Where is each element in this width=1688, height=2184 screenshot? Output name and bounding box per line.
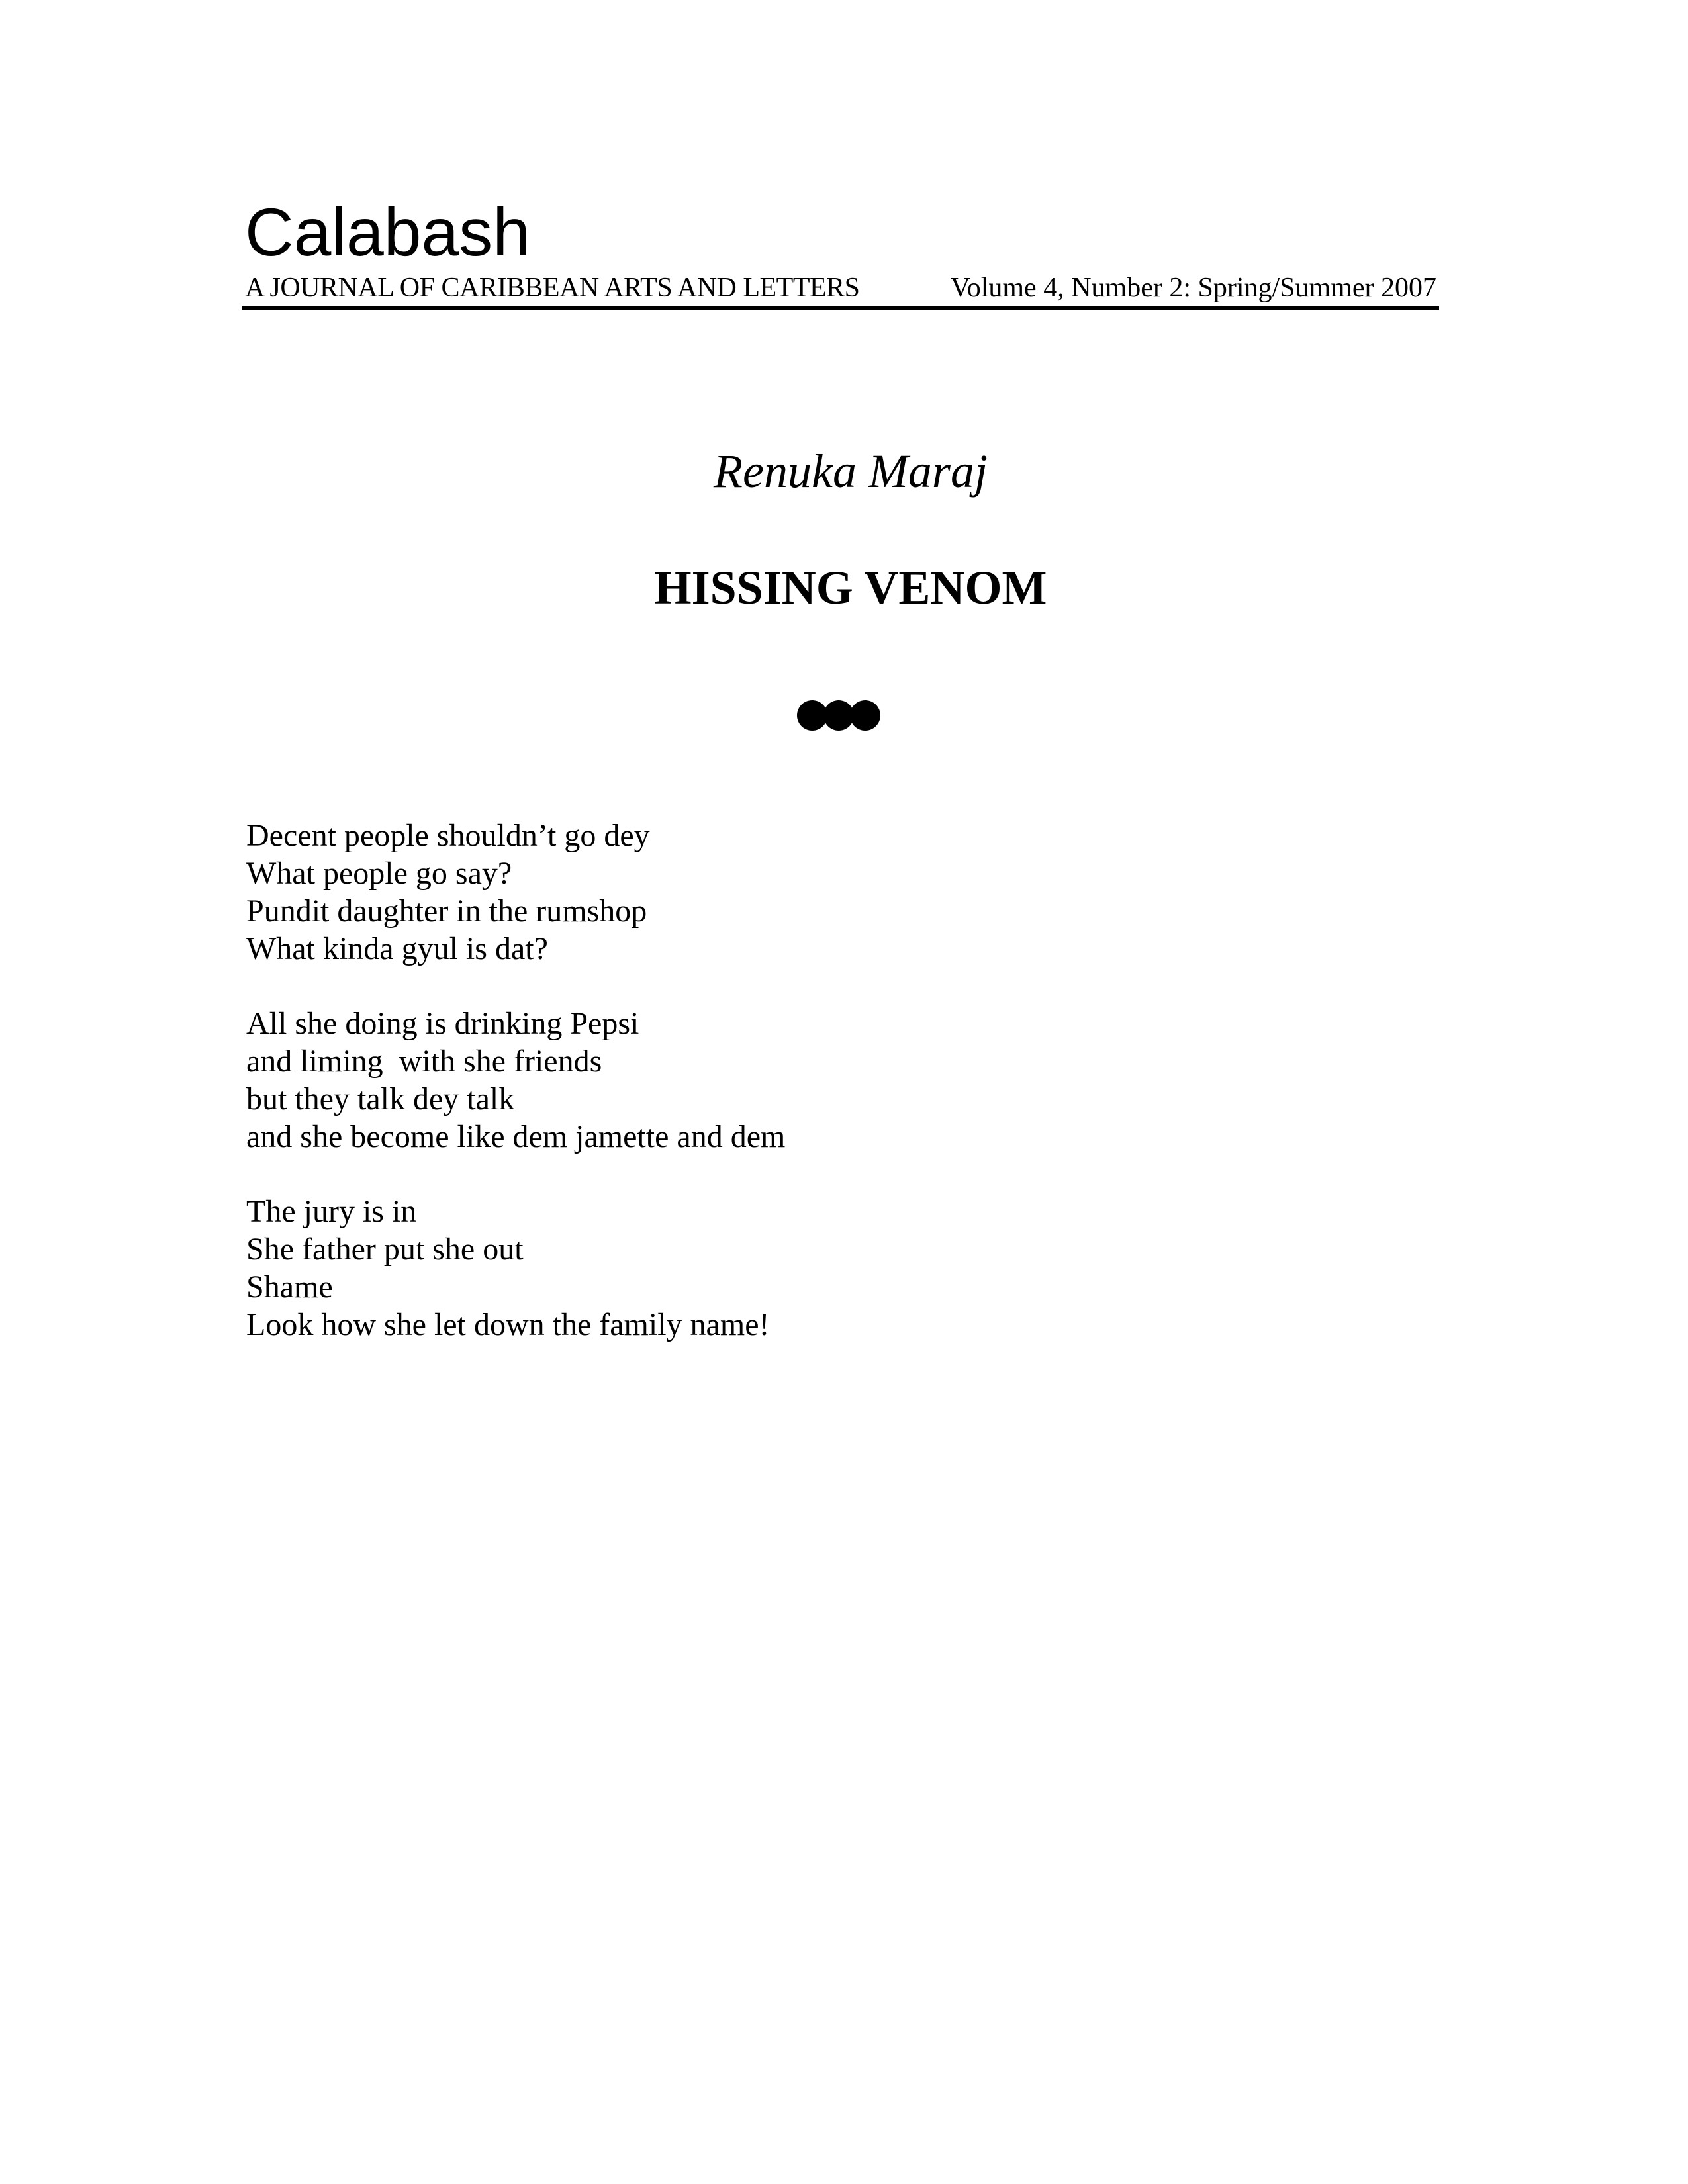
stanza: [246, 1005, 1305, 1156]
poem-line: Look how she let down the family name!: [246, 1307, 770, 1342]
poem-line: The jury is in: [246, 1194, 417, 1229]
journal-subtitle: A JOURNAL OF CARIBBEAN ARTS AND LETTERS: [245, 273, 860, 303]
poem-title: HISSING VENOM: [654, 561, 1047, 614]
poem-line: All she doing is drinking Pepsi: [246, 1006, 639, 1041]
poem-line: but they talk dey talk: [246, 1081, 515, 1116]
ornament-dots-icon: [797, 700, 883, 731]
ornament-dot: [850, 700, 880, 731]
journal-header-row: [245, 274, 1436, 307]
stanza: [246, 817, 1305, 968]
poem-line: Shame: [246, 1269, 333, 1304]
poem-line: What people go say?: [246, 856, 512, 891]
poem-line: and liming with she friends: [246, 1044, 602, 1079]
journal-title: Calabash: [245, 195, 530, 270]
header-rule: [242, 306, 1439, 310]
author-name: Renuka Maraj: [714, 445, 988, 498]
poem-line: and she become like dem jamette and dem: [246, 1119, 786, 1154]
poem-line: Pundit daughter in the rumshop: [246, 893, 647, 929]
poem-body: [246, 817, 1305, 1381]
poem-line: Decent people shouldn’t go dey: [246, 818, 650, 853]
issue-info: Volume 4, Number 2: Spring/Summer 2007: [950, 273, 1436, 303]
poem-line: She father put she out: [246, 1232, 524, 1267]
poem-line: What kinda gyul is dat?: [246, 931, 548, 966]
stanza: [246, 1193, 1305, 1343]
